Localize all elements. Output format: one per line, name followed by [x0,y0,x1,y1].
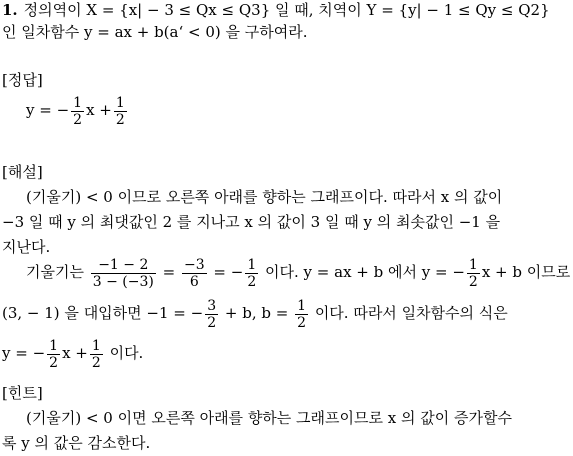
slope-frac-3 [245,257,258,290]
problem-line-1 [2,0,550,20]
substitute-frac-1 [205,298,218,331]
substitute-frac-2 [295,298,308,331]
answer-header: [정답] [2,71,43,89]
slope-eq-2: = − [213,263,244,281]
answer-frac-1-num: 1 [73,94,83,111]
answer-frac-1 [71,95,84,128]
result-frac-2 [90,338,103,371]
result-frac-1-num: 1 [49,337,59,354]
substitute-frac-2-num: 1 [297,297,307,314]
slope-label: 기울기는 [26,263,84,281]
slope-frac-4-num: 1 [468,256,478,273]
explanation-line-2: −3 일 때 y 의 최댓값인 2 를 지나고 x 의 값이 3 일 때 y 의 최솟값인 −1 을 [2,213,501,231]
slope-frac-2-den: 6 [189,273,199,290]
result-frac-1-den: 2 [49,354,59,371]
result-mid: x + [62,344,88,362]
answer-frac-2-num: 1 [115,94,125,111]
substitute-mid: + b, b = [224,304,289,322]
result-frac-2-num: 1 [91,337,101,354]
slope-text: 이다. y = ax + b 에서 y = − [265,263,465,281]
explanation-line-1: (기울기) < 0 이므로 오른쪽 아래를 향하는 그래프이다. 따라서 x 의 값이 [26,188,503,206]
explanation-line-3: 지난다. [2,238,51,256]
hint-header: [힌트] [2,384,43,402]
substitute-frac-1-num: 3 [207,297,217,314]
slope-frac-1-den: 3 − (−3) [92,273,154,290]
result-frac-1 [47,338,60,371]
answer-formula [26,92,129,128]
slope-frac-3-den: 2 [247,273,257,290]
slope-frac-4-den: 2 [468,273,478,290]
problem-line-2: 인 일차함수 y = ax + b(a‘ < 0) 을 구하여라. [2,23,308,41]
slope-frac-1-num: −1 − 2 [91,257,156,274]
substitute-tail: 이다. 따라서 일차함수의 식은 [314,304,508,322]
slope-frac-2 [182,257,207,290]
hint-line-2: 록 y 의 값은 감소한다. [2,434,151,452]
substitute-frac-2-den: 2 [297,314,307,331]
result-frac-2-den: 2 [91,354,101,371]
result-tail: 이다. [109,344,144,362]
slope-frac-2-num: −3 [184,256,205,273]
explanation-line-4 [26,252,570,292]
slope-eq-1: = [162,263,176,281]
slope-frac-3-num: 1 [247,256,257,273]
slope-tail: x + b 이므로 [481,263,571,281]
explanation-line-5 [2,293,508,333]
substitute-frac-1-den: 2 [207,314,217,331]
problem-number: 1. [2,1,18,19]
answer-frac-2 [114,95,127,128]
explanation-line-6 [2,333,143,373]
hint-line-1: (기울기) < 0 이면 오른쪽 아래를 향하는 그래프이므로 x 의 값이 증가할수 [26,409,512,427]
substitute-text: (3, − 1) 을 대입하면 −1 = − [2,304,204,322]
answer-frac-1-den: 2 [73,111,83,128]
answer-mid: x + [86,101,112,119]
problem-text-1: 정의역이 X = {x| − 3 ≤ Qx ≤ Q3} 일 때, 치역이 Y = {y| − 1 ≤ Qy ≤ Q2} [23,1,550,19]
slope-frac-4 [467,257,480,290]
answer-frac-2-den: 2 [115,111,125,128]
explanation-header: [해설] [2,163,43,181]
result-lhs: y = − [2,344,46,362]
slope-frac-1 [91,257,156,290]
answer-lhs: y = − [26,101,70,119]
